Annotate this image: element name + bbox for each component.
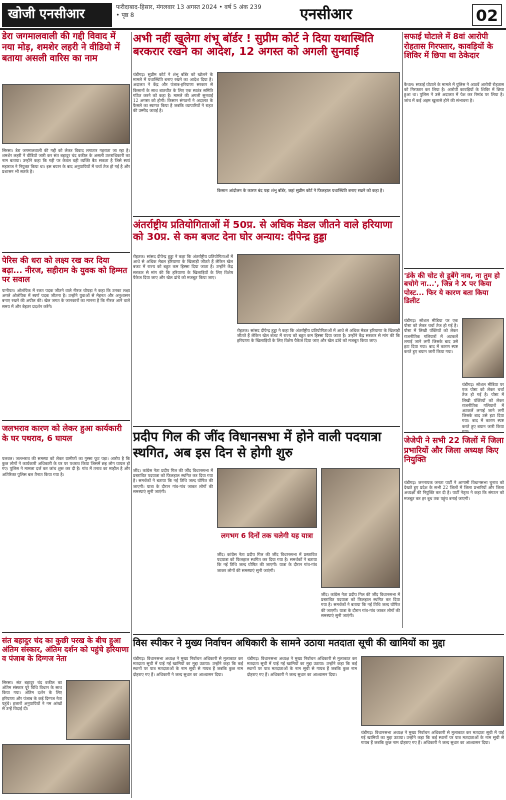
- story-body: सिरसा। डेरा जगमालवाली की गद्दी को लेकर विवाद लगातार गहराता जा रहा है। शमशेर लहरी ने वीडियो जारी कर संत बहादुर चंद वकील के असली उत्तराधिकारी का नाम बताया। उन्होंने कहा कि गद्दी पर केवल वही व्यक्ति बैठ सकता है जिसे स्वयं महाराज ने नियुक्त किया था। इस बयान के बाद अनुयायियों में चर्चा तेज हो गई है और प्रशासन भी सतर्क है।: [2, 148, 130, 174]
- story-body: रोहतक। सांसद दीपेन्द्र हुड्डा ने कहा कि अंतर्राष्ट्रीय प्रतियोगिताओं में आधे से अधिक मेडल हरियाणा के खिलाड़ी जीतते हैं लेकिन खेल बजट में राज्य को बहुत कम हिस्सा दिया जाता है। उन्होंने केंद्र सरकार से मांग की कि हरियाणा के खिलाड़ियों के लिए विशेष पैकेज दिया जाए और खेल ढांचे को मजबूत किया जाए।: [133, 254, 233, 280]
- story-body: चंडीगढ़। विधानसभा अध्यक्ष ने मुख्य निर्वाचन अधिकारी से मुलाकात कर मतदाता सूची में पाई गई खामियों का मुद्दा उठाया। उन्होंने कहा कि कई स्थानों पर पात्र मतदाताओं के नाम सूची से गायब हैं जबकि कुछ नाम दोहराए गए हैं। अधिकारी ने जल्द सुधार का आश्वासन दिया।: [361, 730, 504, 746]
- story-body: चंडीगढ़। विधानसभा अध्यक्ष ने मुख्य निर्वाचन अधिकारी से मुलाकात कर मतदाता सूची में पाई गई खामियों का मुद्दा उठाया। उन्होंने कहा कि कई स्थानों पर पात्र मतदाताओं के नाम सूची से गायब हैं जबकि कुछ नाम दोहराए गए हैं। अधिकारी ने जल्द सुधार का आश्वासन दिया।: [247, 656, 357, 677]
- story-body: चंडीगढ़। सुप्रीम कोर्ट ने शंभू बॉर्डर को खोलने के मामले में यथास्थिति बनाए रखने का आदेश दिया है। अदालत ने केंद्र और पंजाब-हरियाणा सरकार से किसानों के साथ बातचीत के लिए एक स्वतंत्र समिति गठित करने को कहा है। मामले की अगली सुनवाई 12 अगस्त को होगी। किसान संगठनों ने अदालत के फैसले का स्वागत किया है जबकि व्यापारियों ने राहत की उम्मीद जताई है।: [133, 72, 213, 114]
- right-column: [404, 32, 504, 501]
- story-headline: जलभराव कारण को लेकर हुआ कार्यकारी के घर पथराव, 6 घायल: [2, 424, 122, 443]
- story-body: चंडीगढ़। विधानसभा अध्यक्ष ने मुख्य निर्वाचन अधिकारी से मुलाकात कर मतदाता सूची में पाई गई खामियों का मुद्दा उठाया। उन्होंने कहा कि कई स्थानों पर पात्र मतदाताओं के नाम सूची से गायब हैं जबकि कुछ नाम दोहराए गए हैं। अधिकारी ने जल्द सुधार का आश्वासन दिया।: [133, 656, 243, 677]
- dateline: फरीदाबाद-हिसार, मंगलवार 13 अगस्त 2024 • वर्ष 5 अंक 239 • पृष्ठ 8: [116, 4, 262, 19]
- photo-caption: किसान आंदोलन के कारण बंद पड़ा शंभू बॉर्डर, जहां सुप्रीम कोर्ट ने फिलहाल यथास्थिति बनाए रखने को कहा है।: [217, 188, 384, 193]
- story-photo: [217, 468, 317, 528]
- story-headline: प्रदीप गिल की जींद विधानसभा में होने वाली पदयात्रा स्थगित, अब इस दिन से होगी शुरु: [133, 430, 382, 461]
- story-headline: अंतर्राष्ट्रीय प्रतियोगिताओं में 50प्र. से अधिक मेडल जीतने वाले हरियाणा को 30प्र. से कम बजट देना घोर अन्याय: दीपेन्द्र हुड्डा: [133, 220, 393, 243]
- newspaper-brand: खोजी एनसीआर: [2, 3, 112, 27]
- left-column: [2, 32, 130, 712]
- story-photo: [462, 318, 504, 378]
- story-headline: सफाई घोटाले में 8वां आरोपी रोहतास गिरफ्तार, कावड़ियों के शिविर में छिपा था ठेकेदार: [404, 32, 493, 61]
- story-body: रोहतक। सांसद दीपेन्द्र हुड्डा ने कहा कि अंतर्राष्ट्रीय प्रतियोगिताओं में आधे से अधिक मेडल हरियाणा के खिलाड़ी जीतते हैं लेकिन खेल बजट में राज्य को बहुत कम हिस्सा दिया जाता है। उन्होंने केंद्र सरकार से मांग की कि हरियाणा के खिलाड़ियों के लिए विशेष पैकेज दिया जाए और खेल ढांचे को मजबूत किया जाए।: [237, 328, 400, 344]
- page-number: 02: [472, 4, 502, 26]
- story-body: जींद। कांग्रेस नेता प्रदीप गिल की जींद विधानसभा में प्रस्तावित पदयात्रा को फिलहाल स्थगित कर दिया गया है। समर्थकों ने बताया कि नई तिथि जल्द घोषित की जाएगी। यात्रा के दौरान गांव-गांव जाकर लोगों की समस्याएं सुनी जाएंगी।: [133, 468, 213, 494]
- story-body: पलवल। जलभराव की समस्या को लेकर ग्रामीणों का गुस्सा फूट पड़ा। आरोप है कि कुछ लोगों ने कार्यकारी अधिकारी के घर पर पथराव किया जिसमें छह लोग घायल हो गए। पुलिस ने मामला दर्ज कर जांच शुरू कर दी है। गांव में तनाव का माहौल है और अतिरिक्त पुलिस बल तैनात किया गया है।: [2, 456, 130, 477]
- story-photo: [237, 254, 400, 324]
- story-body: चंडीगढ़। सोशल मीडिया पर एक पोस्ट को लेकर चर्चा तेज हो गई है। पोस्ट में लिखी पंक्तियों को लेकर राजनीतिक गलियारों में अटकलें लगाई जाने लगीं जिसके बाद उसे हटा दिया गया। बाद में कारण स्पष्ट करते हुए बयान जारी किया गया।: [404, 318, 458, 355]
- lead-headline: अभी नहीं खुलेगा शंभू बॉर्डर ! सुप्रीम कोर्ट ने दिया यथास्थिति बरकरार रखने का आदेश, 12 अगस्त को अगली सुनवाई: [133, 32, 374, 59]
- story-photo: [361, 656, 504, 726]
- callout: लगभग 6 दिनों तक चलेगी यह यात्रा: [221, 532, 313, 540]
- story-headline: जेजेपी ने सभी 22 जिलों में जिला प्रभारियों और जिला अध्यक्ष किए नियुक्ति: [404, 436, 504, 465]
- story-headline: पेरिस की धरा को लक्ष्य रख कर दिया बढ़ा... नीरज, सहीराम के युवक को हिम्मत पर सवाल: [2, 256, 128, 285]
- story-photo: [2, 84, 130, 144]
- story-body: जींद। कांग्रेस नेता प्रदीप गिल की जींद विधानसभा में प्रस्तावित पदयात्रा को फिलहाल स्थगित कर दिया गया है। समर्थकों ने बताया कि नई तिथि जल्द घोषित की जाएगी। यात्रा के दौरान गांव-गांव जाकर लोगों की समस्याएं सुनी जाएंगी।: [321, 592, 400, 618]
- story-body: चंडीगढ़। जननायक जनता पार्टी ने आगामी विधानसभा चुनाव को देखते हुए प्रदेश के सभी 22 जिलों में जिला प्रभारियों और जिला अध्यक्षों की नियुक्ति कर दी है। पार्टी नेतृत्व ने कहा कि संगठन को मजबूत कर हर बूथ तक पहुंच बनाई जाएगी।: [404, 480, 504, 501]
- masthead: [0, 0, 506, 30]
- story-body: चंडीगढ़। सोशल मीडिया पर एक पोस्ट को लेकर चर्चा तेज हो गई है। पोस्ट में लिखी पंक्तियों को लेकर राजनीतिक गलियारों में अटकलें लगाई जाने लगीं जिसके बाद उसे हटा दिया गया। बाद में कारण स्पष्ट करते हुए बयान जारी किया: [462, 382, 504, 429]
- story-body: पानीपत। ओलंपिक में रजत पदक जीतने वाले नीरज चोपड़ा ने कहा कि उनका लक्ष्य अगले ओलंपिक में स्वर्ण पदक जीतना है। उन्होंने युवाओं से मेहनत और अनुशासन बनाए रखने की अपील की। खेल जगत के जानकारों का मानना है कि नीरज आने वाले समय में और बेहतर प्रदर्शन करेंगे।: [2, 288, 130, 309]
- story-headline: 'डंके की चोट से डूबेंगे नाव, ना तुम हो बचोगे ना...', जिन्न ने X पर किया पोस्ट... फिर ये कारण बता किया डिलीट: [404, 272, 500, 306]
- section-name: एनसीआर: [300, 5, 353, 23]
- story-body: सिरसा। संत बहादुर चंद वकील का अंतिम संस्कार पूरे विधि विधान के साथ किया गया। अंतिम दर्शन के लिए हरियाणा और पंजाब के कई दिग्गज नेता पहुंचे। हजारों अनुयायियों ने नम आंखों से उन्हें विदाई दी।: [2, 680, 62, 712]
- story-headline: डेरा जगमालवाली की गद्दी विवाद में नया मोड़, शमशेर लहरी ने वीडियो में बताया असली वारिस का नाम: [2, 32, 120, 64]
- story-headline: विस स्पीकर ने मुख्य निर्वाचन अधिकारी के सामने उठाया मतदाता सूची की खामियों का मुद्दा: [133, 638, 445, 649]
- story-photo: [217, 72, 400, 184]
- main-column: [133, 32, 400, 618]
- story-photo: [2, 744, 130, 794]
- story-photo: [321, 468, 400, 588]
- story-photo: [66, 680, 130, 740]
- story-headline: संत बहादुर चंद का कुछी परख के बीच हुआ अंतिम संस्कार, अंतिम दर्शन को पहुंचे हरियाणा व पंजाब के दिग्गज नेता: [2, 636, 129, 663]
- story-body: जींद। कांग्रेस नेता प्रदीप गिल की जींद विधानसभा में प्रस्तावित पदयात्रा को फिलहाल स्थगित कर दिया गया है। समर्थकों ने बताया कि नई तिथि जल्द घोषित की जाएगी। यात्रा के दौरान गांव-गांव जाकर लोगों की समस्याएं सुनी जाएंगी।: [217, 552, 317, 573]
- story-body: कैथल। सफाई घोटाले के मामले में पुलिस ने आठवें आरोपी रोहतास को गिरफ्तार कर लिया है। आरोपी कावड़ियों के शिविर में छिपा हुआ था। पुलिस ने उसे अदालत में पेश कर रिमांड पर लिया है। जांच में कई अहम खुलासे होने की संभावना है।: [404, 82, 504, 103]
